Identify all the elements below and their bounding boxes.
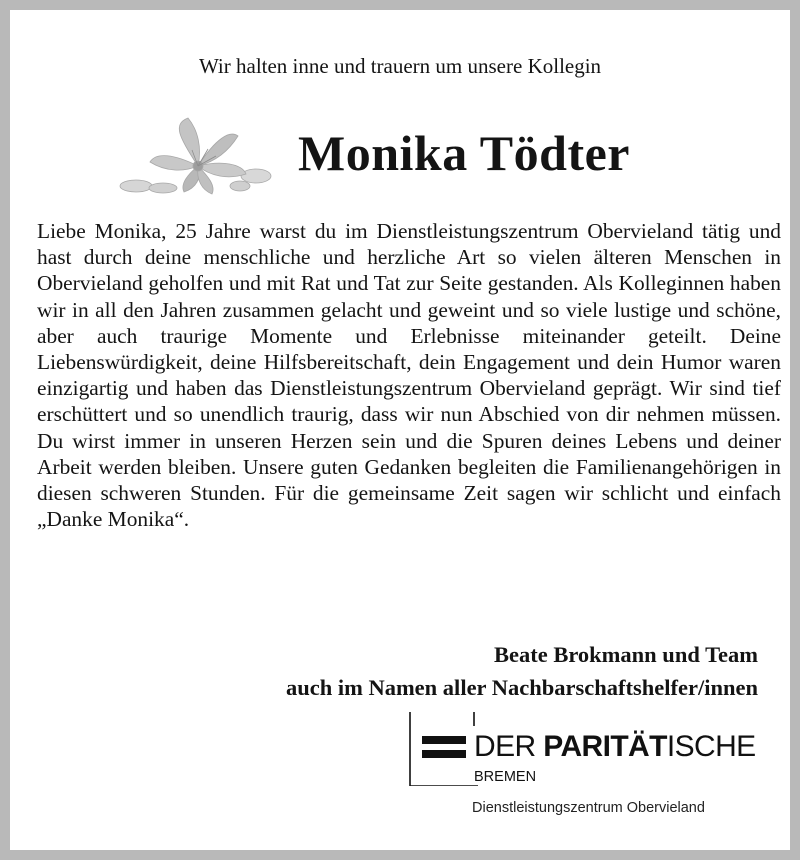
paritaet-equals-mark-icon	[408, 712, 478, 786]
logo-city: BREMEN	[474, 769, 537, 785]
deceased-name: Monika Tödter	[298, 125, 630, 181]
intro-line: Wir halten inne und trauern um unsere Kollegin	[198, 54, 602, 78]
signature-line-2: auch im Namen aller Nachbarschaftshelfer/innen	[285, 675, 758, 700]
logo-unit-name: Dienstleistungszentrum Obervieland	[472, 800, 705, 816]
obituary-text: Liebe Monika, 25 Jahre warst du im Dienstleistungszentrum Obervieland tätig und hast durch deine menschliche und herzliche Art so vielen älteren Menschen in Obervieland geholfen und mit Rat und Tat zur Seite gestanden. Als Kolleginnen haben wir in all den Jahren zusammen gelacht und geweint und so viele lustige und schöne, aber auch traurige Momente und Erlebnisse miteinander geteilt. Deine Liebenswürdigkeit, deine Hilfsbereitschaft, dein Engagement und dein Humor waren einzigartig und haben das Dienstleistungszentrum Obervieland geprägt. Wir sind tief erschüttert und so unendlich traurig, dass wir nun Abschied von dir nehmen müssen. Du wirst immer in unseren Herzen sein und die Spuren deines Lebens und deiner Arbeit werden bleiben. Unsere guten Gedanken begleiten die Familienangehörigen in diesen schweren Stunden. Für die gemeinsame Zeit sagen wir schlicht und einfach „Danke Monika“.	[37, 219, 781, 532]
logo-word-der: DER	[474, 730, 544, 763]
paritaet-logo	[408, 712, 788, 792]
signature-line-1: Beate Brokmann und Team	[493, 642, 758, 667]
logo-word-paritaet: PARITÄT	[543, 730, 667, 763]
logo-word-ische: ISCHE	[666, 730, 756, 763]
lily-flower-icon	[118, 116, 278, 198]
logo-wordmark	[474, 730, 756, 764]
